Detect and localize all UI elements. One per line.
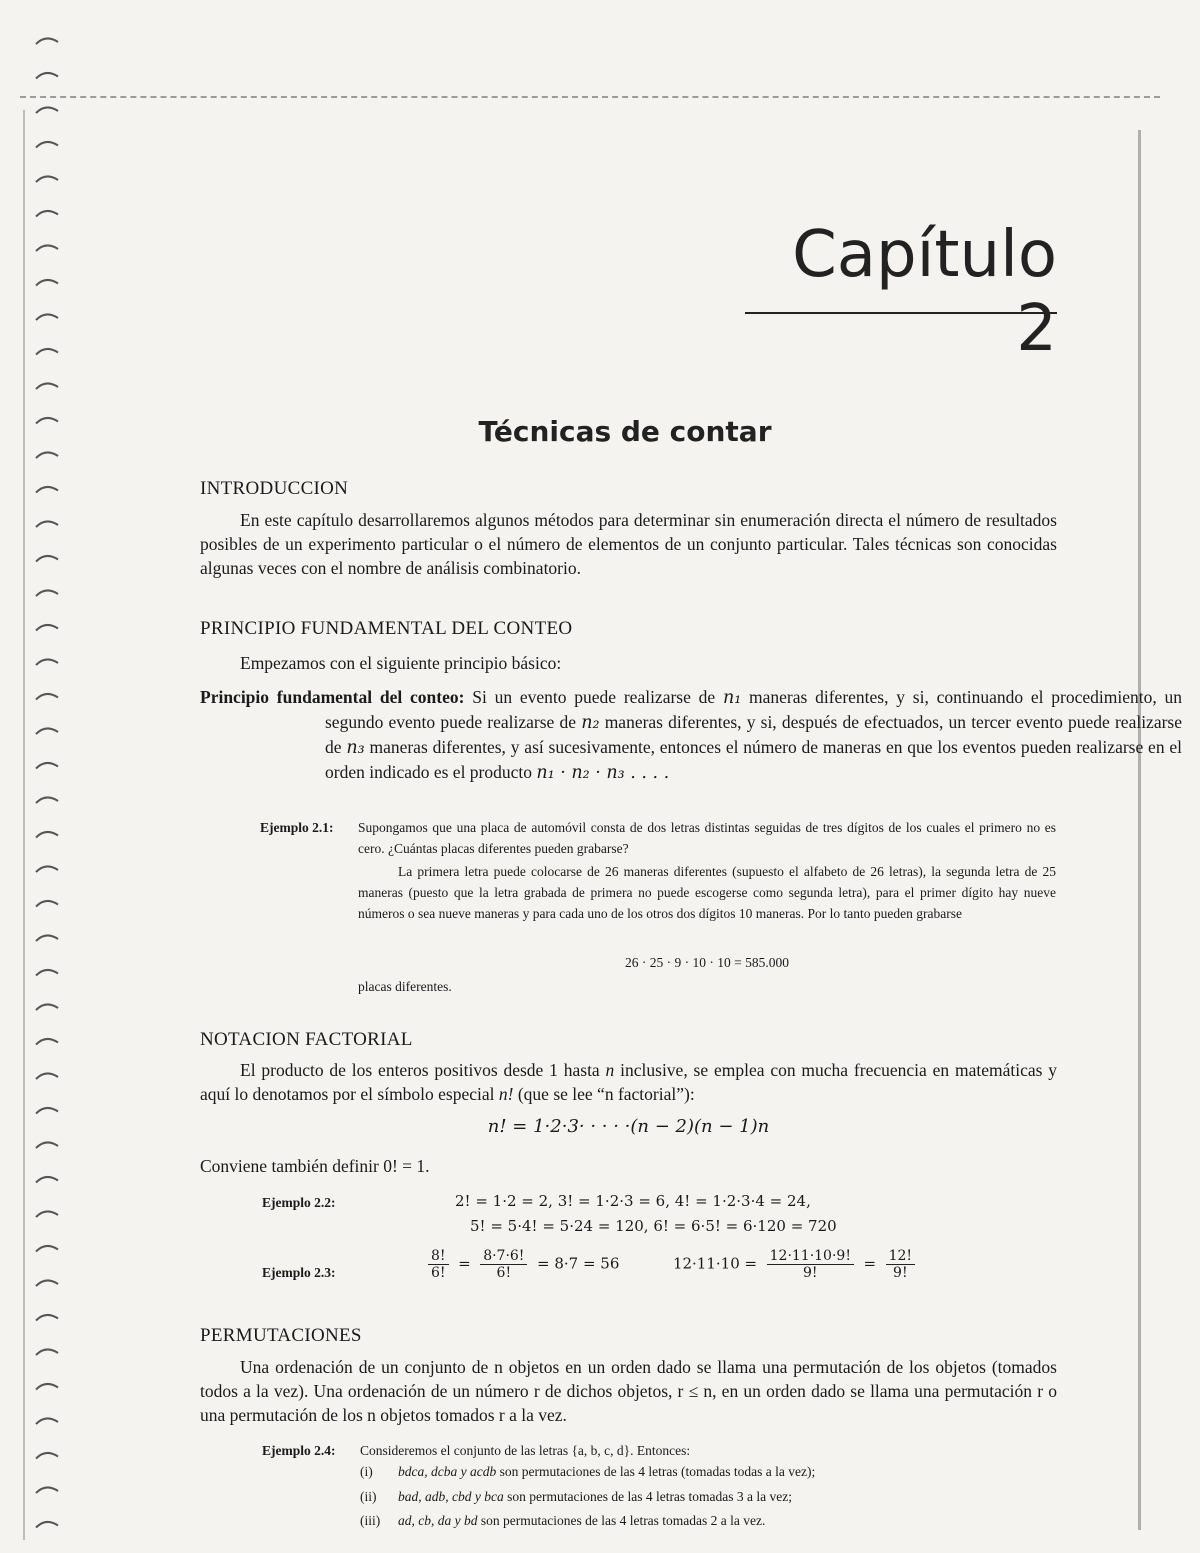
spiral-ring xyxy=(36,1418,58,1424)
ejemplo-2-2-label: Ejemplo 2.2: xyxy=(262,1195,336,1210)
factorial-formula: n! = 1·2·3· · · · ·(n − 2)(n − 1)n xyxy=(487,1116,770,1137)
spiral-ring xyxy=(36,280,58,286)
ejemplo-2-1-answer: La primera letra puede colocarse de 26 maneras diferentes (supuesto el alfabeto de 26 letras), la segunda letra de 25 maneras (puesto que la letra grabada de primera no puede escogerse como segunda letra), para el primer dígito hay nueve números o sea nueve maneras y para cada uno de los otros dos dígitos 10 maneras. Por lo tanto pueden grabarse xyxy=(358,864,1056,921)
spiral-ring xyxy=(36,1073,58,1079)
spiral-ring xyxy=(36,383,58,389)
list-item: (ii) bad, adb, cbd y bca son permutaciones de las 4 letras tomadas 3 a la vez; xyxy=(360,1489,793,1504)
ejemplo-2-1-label: Ejemplo 2.1: xyxy=(260,820,334,835)
spiral-ring xyxy=(36,1108,58,1114)
spiral-ring xyxy=(36,1522,58,1528)
spiral-ring xyxy=(36,1453,58,1459)
spiral-ring xyxy=(36,659,58,665)
ejemplo-2-2-line1: 2! = 1·2 = 2, 3! = 1·2·3 = 6, 4! = 1·2·3·4 = 24, xyxy=(455,1192,811,1210)
factorial-definition: Conviene también definir 0! = 1. xyxy=(200,1156,430,1176)
chapter-rule xyxy=(745,312,1057,314)
factorial-paragraph: El producto de los enteros positivos desde 1 hasta n inclusive, se emplea con mucha frecuencia en matemáticas y aquí lo denotamos por el símbolo especial n! (que se lee “n factorial”): xyxy=(200,1060,1058,1104)
spiral-ring xyxy=(36,556,58,562)
spiral-ring xyxy=(36,901,58,907)
spiral-ring xyxy=(36,211,58,217)
list-item: (i) bdca, dcba y acdb son permutaciones de las 4 letras (tomadas todas a la vez); xyxy=(360,1464,816,1479)
chapter-heading: Capítulo 2 xyxy=(792,218,1057,366)
principio-definition: Principio fundamental del conteo: Si un evento puede realizarse de n₁ maneras diferentes, y si, continuando el procedimiento, un segundo evento puede realizarse de n₂ maneras diferentes, y si, después de efectuados, un tercer evento puede realizarse de n₃ maneras diferentes, y así sucesivamente, entonces el número de maneras en que los eventos pueden realizarse en el orden indicado es el producto n₁ · n₂ · n₃ . . . . xyxy=(200,687,1183,783)
spiral-ring xyxy=(36,866,58,872)
principio-label: Principio fundamental del conteo: xyxy=(200,687,465,707)
fraction: $\frac{12!}{9!}$ xyxy=(886,1248,915,1281)
spiral-ring xyxy=(36,1487,58,1493)
spiral-ring xyxy=(36,418,58,424)
spiral-ring xyxy=(36,314,58,320)
fraction: $\frac{12\cdot 11\cdot 10\cdot 9!}{9!}$ xyxy=(767,1248,854,1281)
spiral-ring xyxy=(36,625,58,631)
spiral-ring xyxy=(36,349,58,355)
ejemplo-2-1-tail: placas diferentes. xyxy=(358,979,452,994)
permutaciones-paragraph: Una ordenación de un conjunto de n objetos en un orden dado se llama una permutación de los objetos (tomados todos a la vez). Una ordenación de un número r de dichos objetos, r ≤ n, en un orden dado se llama una permutación r o una permutación de los n objetos tomados r a la vez. xyxy=(200,1357,1057,1425)
spiral-ring xyxy=(36,694,58,700)
spiral-ring xyxy=(36,832,58,838)
intro-paragraph: En este capítulo desarrollaremos algunos métodos para determinar sin enumeración directa el número de resultados posibles de un experimento particular o el número de elementos de un conjunto particular. Tales técnicas son conocidas algunas veces con el nombre de análisis combinatorio. xyxy=(200,510,1057,578)
scan-top-edge xyxy=(20,96,1160,98)
intro-heading: INTRODUCCION xyxy=(200,478,349,499)
factorial-heading: NOTACION FACTORIAL xyxy=(200,1029,413,1050)
spiral-ring xyxy=(36,521,58,527)
principio-lead: Empezamos con el siguiente principio básico: xyxy=(240,653,562,673)
spiral-ring xyxy=(36,970,58,976)
spiral-ring xyxy=(36,176,58,182)
fraction: $\frac{8!}{6!}$ xyxy=(428,1248,449,1281)
spiral-ring xyxy=(36,590,58,596)
spiral-ring xyxy=(36,1211,58,1217)
spiral-ring xyxy=(36,107,58,113)
ejemplo-2-4-label: Ejemplo 2.4: xyxy=(262,1443,336,1458)
spiral-ring xyxy=(36,1246,58,1252)
spiral-ring xyxy=(36,1039,58,1045)
spiral-ring xyxy=(36,1004,58,1010)
ejemplo-2-2-line2: 5! = 5·4! = 5·24 = 120, 6! = 6·5! = 6·120 = 720 xyxy=(470,1217,837,1235)
ejemplo-2-1-question: Supongamos que una placa de automóvil consta de dos letras distintas seguidas de tres dígitos de los cuales el primero no es cero. ¿Cuántas placas diferentes pueden grabarse? xyxy=(358,820,1056,856)
principio-heading: PRINCIPIO FUNDAMENTAL DEL CONTEO xyxy=(200,618,573,639)
spiral-ring xyxy=(36,1142,58,1148)
permutaciones-heading: PERMUTACIONES xyxy=(200,1325,362,1346)
ejemplo-2-3-equations: $\frac{8!}{6!}$ = $\frac{8\cdot 7\cdot 6!}{6!}$ = 8·7 = 56 12·11·10 = $\frac{12\cdot 11\cdot 10\cdot 9!}{9!}$ = $\frac{12!}{9!}$ xyxy=(428,1248,915,1281)
list-item: (iii) ad, cb, da y bd son permutaciones de las 4 letras tomadas 2 a la vez. xyxy=(360,1513,766,1528)
scan-right-edge xyxy=(1138,130,1141,1530)
spiral-binding xyxy=(0,0,70,1553)
ejemplo-2-4-intro: Consideremos el conjunto de las letras {a, b, c, d}. Entonces: xyxy=(360,1443,691,1458)
spiral-ring xyxy=(36,1384,58,1390)
spiral-ring xyxy=(36,935,58,941)
spiral-ring xyxy=(36,38,58,44)
spiral-ring xyxy=(36,1349,58,1355)
principio-product: n₁ · n₂ · n₃ . . . . xyxy=(536,763,670,783)
spiral-ring xyxy=(36,1315,58,1321)
fraction: $\frac{8\cdot 7\cdot 6!}{6!}$ xyxy=(480,1248,527,1281)
spiral-ring xyxy=(36,245,58,251)
spiral-ring xyxy=(36,1177,58,1183)
spiral-ring xyxy=(36,797,58,803)
spiral-ring xyxy=(36,763,58,769)
ejemplo-2-1-equation: 26 · 25 · 9 · 10 · 10 = 585.000 xyxy=(625,955,789,970)
ejemplo-2-3-label: Ejemplo 2.3: xyxy=(262,1265,336,1280)
spiral-ring xyxy=(36,73,58,79)
spiral-ring xyxy=(36,1280,58,1286)
spiral-ring xyxy=(36,452,58,458)
spiral-ring xyxy=(36,728,58,734)
spiral-ring xyxy=(36,487,58,493)
spiral-ring xyxy=(36,142,58,148)
chapter-title: Técnicas de contar xyxy=(478,415,772,448)
